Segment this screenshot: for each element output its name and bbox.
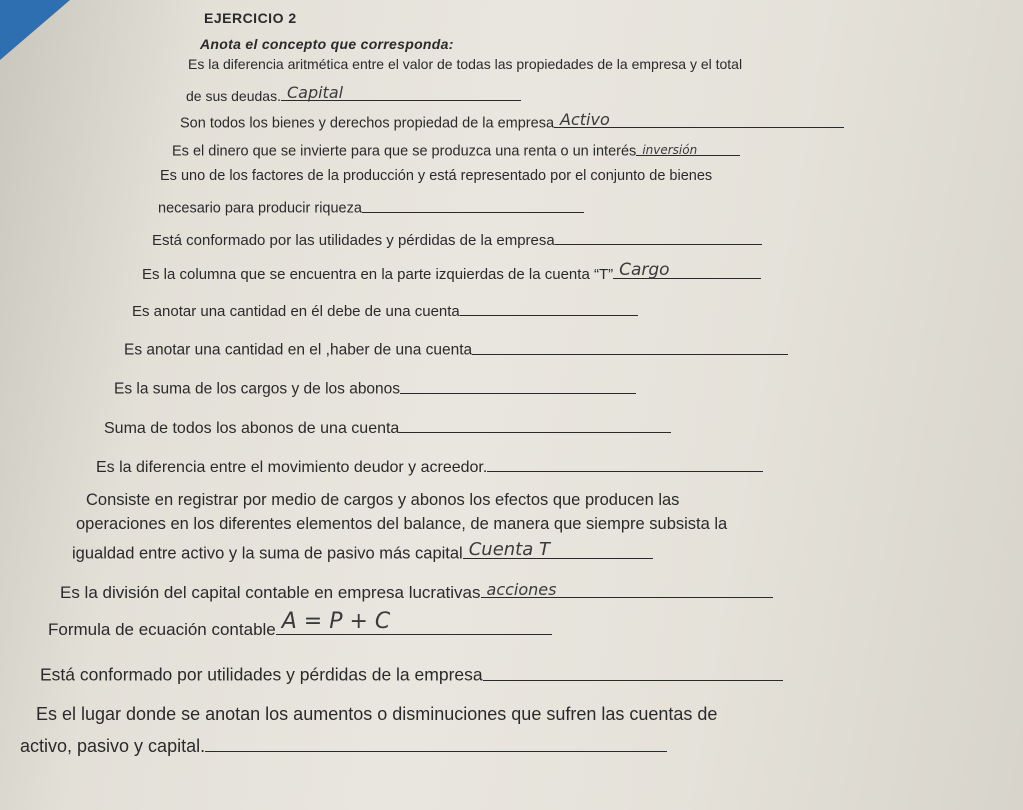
handwritten-answer-14: A = P + C <box>281 609 391 634</box>
question-15: Está conformado por utilidades y pérdidas de la empresa <box>40 662 783 686</box>
answer-blank-11[interactable] <box>487 455 763 472</box>
question-16-line-1: Es el lugar donde se anotan los aumentos o disminuciones que sufren las cuentas de <box>36 704 718 724</box>
handwritten-answer-13: acciones <box>486 580 557 599</box>
answer-blank-13[interactable] <box>481 580 773 598</box>
question-16-line-2: activo, pasivo y capital. <box>20 733 667 757</box>
answer-blank-5[interactable] <box>555 229 762 245</box>
question-13: Es la división del capital contable en empresa lucrativas acciones <box>60 580 773 603</box>
question-2: Son todos los bienes y derechos propiedad de la empresa Activo <box>180 112 844 132</box>
question-14: Formula de ecuación contable A = P + C <box>48 617 552 640</box>
exercise-title: EJERCICIO 2 <box>204 10 297 26</box>
blue-corner <box>0 0 70 60</box>
instruction-text: Anota el concepto que corresponda: <box>200 36 454 52</box>
question-4-line-1: Es uno de los factores de la producción y está representado por el conjunto de bienes <box>160 168 713 184</box>
question-10: Suma de todos los abonos de una cuenta <box>104 416 671 438</box>
question-1-line-2: de sus deudas. Capital <box>186 86 521 104</box>
question-6: Es la columna que se encuentra en la parte izquierdas de la cuenta “T” Cargo <box>142 263 761 283</box>
answer-blank-16[interactable] <box>205 733 667 752</box>
answer-blank-12[interactable] <box>463 538 653 560</box>
answer-blank-6[interactable] <box>613 260 761 280</box>
question-12-line-1: Consiste en registrar por medio de cargos y abonos los efectos que producen las <box>86 491 680 509</box>
answer-blank-8[interactable] <box>472 338 788 355</box>
answer-blank-15[interactable] <box>483 662 783 681</box>
answer-blank-7[interactable] <box>460 300 638 316</box>
question-7: Es anotar una cantidad en él debe de una cuenta <box>132 300 638 320</box>
answer-blank-3[interactable] <box>636 140 740 156</box>
handwritten-answer-1: Capital <box>286 83 344 102</box>
handwritten-answer-6: Cargo <box>619 260 670 280</box>
handwritten-answer-3: inversión <box>642 142 698 157</box>
answer-blank-2[interactable] <box>554 109 844 129</box>
question-8: Es anotar una cantidad en el ,haber de una cuenta <box>124 338 788 360</box>
question-12-line-3: igualdad entre activo y la suma de pasivo más capital Cuenta T <box>72 541 653 564</box>
answer-blank-14[interactable] <box>276 609 552 635</box>
question-1-line-1: Es la diferencia aritmética entre el valor de todas las propiedades de la empresa y el total <box>188 56 743 72</box>
handwritten-answer-2: Activo <box>560 109 610 129</box>
answer-blank-4[interactable] <box>362 197 584 213</box>
question-4-line-2: necesario para producir riqueza <box>158 197 584 217</box>
question-3: Es el dinero que se invierte para que se produzca una renta o un interés inversión <box>172 140 740 160</box>
answer-blank-1[interactable] <box>281 83 521 102</box>
question-5: Está conformado por las utilidades y pérdidas de la empresa <box>152 229 762 249</box>
answer-blank-9[interactable] <box>400 377 636 394</box>
question-12-line-2: operaciones en los diferentes elementos del balance, de manera que siempre subsista la <box>76 515 728 533</box>
answer-blank-10[interactable] <box>399 416 671 433</box>
question-9: Es la suma de los cargos y de los abonos <box>114 377 636 399</box>
handwritten-answer-12: Cuenta T <box>468 538 550 560</box>
question-11: Es la diferencia entre el movimiento deudor y acreedor. <box>96 455 763 477</box>
